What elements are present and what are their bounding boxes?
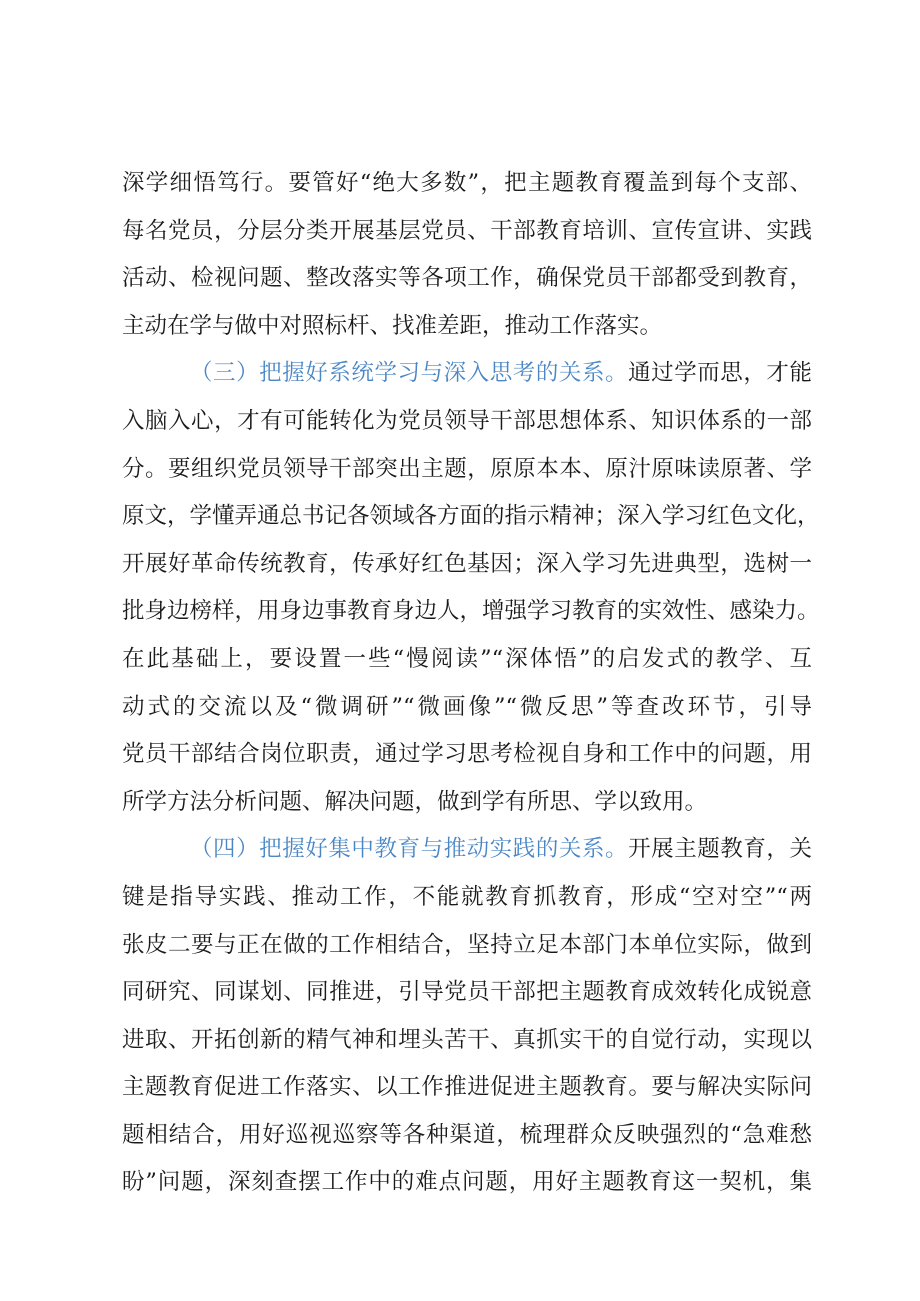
text-line: 原文，学懂弄通总书记各领域各方面的指示精神；深入学习红色文化， <box>122 503 820 530</box>
document-body <box>122 160 820 1207</box>
text-line: 所学方法分析问题、解决问题，做到学有所思、学以致用。 <box>122 788 708 815</box>
text-line: 深学细悟笃行。要管好“绝大多数”，把主题教育覆盖到每个支部、 <box>122 170 812 196</box>
text-line: 同研究、同谋划、同推进，引导党员干部把主题教育成效转化成锐意 <box>122 979 812 1006</box>
text-line: 进取、开拓创新的精气神和埋头苦干、真抓实干的自觉行动，实现以 <box>122 1026 812 1053</box>
text-line: 批身边榜样，用身边事教育身边人，增强学习教育的实效性、感染力。 <box>122 598 820 625</box>
text-line: 主动在学与做中对照标杆、找准差距，推动工作落实。 <box>122 312 663 339</box>
text-line: 键是指导实践、推动工作，不能就教育抓教育，形成“空对空”“两 <box>122 883 812 910</box>
section-heading: （三）把握好系统学习与深入思考的关系。 <box>190 360 629 387</box>
paragraph-first-line <box>122 826 812 874</box>
text-line: 动式的交流以及“微调研”“微画像”“微反思”等查改环节，引导 <box>122 693 812 720</box>
text-line: 题相结合，用好巡视巡察等各种渠道，梳理群众反映强烈的“急难愁 <box>122 1121 812 1148</box>
text-line: 分。要组织党员领导干部突出主题，原原本本、原汁原味读原著、学 <box>122 455 812 482</box>
text-line: 党员干部结合岗位职责，通过学习思考检视自身和工作中的问题，用 <box>122 741 812 768</box>
section-lead-text: 通过学而思，才能 <box>628 360 812 387</box>
text-line: 在此基础上，要设置一些“慢阅读”“深体悟”的启发式的教学、互 <box>122 645 812 672</box>
text-line: 开展好革命传统教育，传承好红色基因；深入学习先进典型，选树一 <box>122 550 812 577</box>
paragraph-section-three <box>122 350 820 826</box>
text-line: 活动、检视问题、整改落实等各项工作，确保党员干部都受到教育， <box>122 265 812 292</box>
text-line: 每名党员，分层分类开展基层党员、干部教育培训、宣传宣讲、实践 <box>122 217 812 244</box>
text-line: 盼”问题，深刻查摆工作中的难点问题，用好主题教育这一契机，集 <box>122 1169 812 1196</box>
text-line: 主题教育促进工作落实、以工作推进促进主题教育。要与解决实际问 <box>122 1074 812 1101</box>
section-lead-text: 开展主题教育，关 <box>628 836 812 863</box>
section-heading: （四）把握好集中教育与推动实践的关系。 <box>190 836 629 863</box>
text-line: 入脑入心，才有可能转化为党员领导干部思想体系、知识体系的一部 <box>122 407 812 434</box>
paragraph-section-four <box>122 826 812 1207</box>
text-line: 张皮二要与正在做的工作相结合，坚持立足本部门本单位实际，做到 <box>122 931 812 958</box>
paragraph-continuation <box>122 160 812 350</box>
paragraph-first-line <box>122 350 812 398</box>
